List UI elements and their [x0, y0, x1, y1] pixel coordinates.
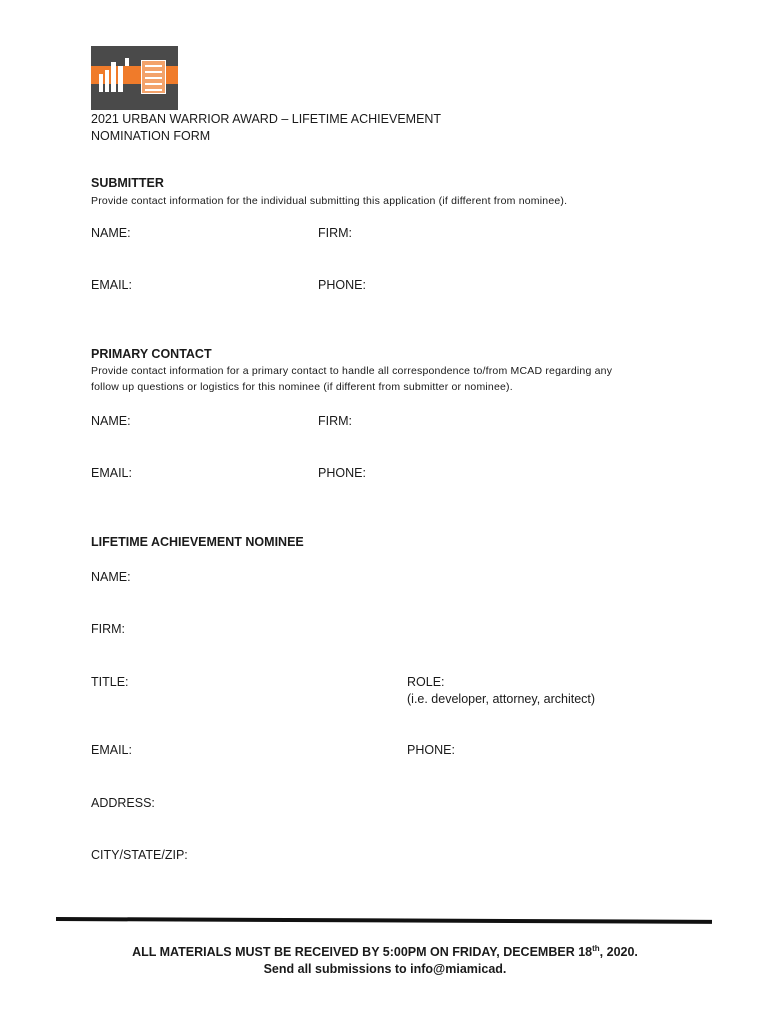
primary-contact-note-line-1: Provide contact information for a primary contact to handle all correspondence to/from MCAD regarding any — [91, 365, 613, 377]
form-title — [91, 111, 441, 144]
mcad-logo — [91, 46, 178, 110]
primary-contact-phone-label: PHONE: — [318, 466, 366, 480]
primary-contact-name-label: NAME: — [91, 414, 131, 428]
logo-bar — [125, 58, 129, 66]
logo-bar — [111, 62, 116, 92]
deadline-notice — [0, 944, 770, 959]
nominee-heading: LIFETIME ACHIEVEMENT NOMINEE — [91, 535, 304, 549]
nominee-email-label: EMAIL: — [91, 743, 132, 757]
deadline-prefix: ALL MATERIALS MUST BE RECEIVED BY 5:00PM ON FRIDAY, DECEMBER 18 — [132, 945, 593, 960]
submitter-firm-label: FIRM: — [318, 226, 353, 240]
title-line-1: 2021 URBAN WARRIOR AWARD – LIFETIME ACHIEVEMENT — [91, 112, 442, 126]
primary-contact-email-label: EMAIL: — [91, 466, 132, 480]
logo-bar — [99, 74, 103, 92]
submitter-phone-label: PHONE: — [318, 278, 366, 292]
title-line-2: NOMINATION FORM — [91, 128, 211, 143]
nominee-phone-label: PHONE: — [407, 743, 455, 757]
submission-instructions: Send all submissions to info@miamicad. — [263, 962, 507, 976]
submitter-email-label: EMAIL: — [91, 278, 132, 292]
logo-bar — [105, 70, 109, 92]
submitter-note: Provide contact information for the individual submitting this application (if different from nominee). — [91, 195, 568, 207]
nominee-firm-label: FIRM: — [91, 622, 126, 636]
primary-contact-firm-label: FIRM: — [318, 414, 353, 428]
nominee-role-hint: (i.e. developer, attorney, architect) — [407, 692, 596, 706]
submitter-heading: SUBMITTER — [91, 176, 164, 190]
deadline-ordinal: th — [592, 944, 600, 953]
logo-building-art — [141, 60, 166, 94]
nominee-name-label: NAME: — [91, 570, 131, 584]
footer-divider — [56, 917, 712, 924]
nominee-address-label: ADDRESS: — [91, 796, 155, 810]
nominee-city-state-zip-label: CITY/STATE/ZIP: — [91, 848, 188, 862]
nominee-role-label: ROLE: — [407, 675, 445, 689]
submitter-name-label: NAME: — [91, 226, 131, 240]
logo-bar — [118, 66, 123, 92]
nominee-title-label: TITLE: — [91, 675, 129, 689]
deadline-suffix: , 2020. — [599, 945, 638, 960]
primary-contact-heading: PRIMARY CONTACT — [91, 347, 212, 361]
primary-contact-note-line-2: follow up questions or logistics for this nominee (if different from submitter or nominee). — [91, 381, 513, 393]
